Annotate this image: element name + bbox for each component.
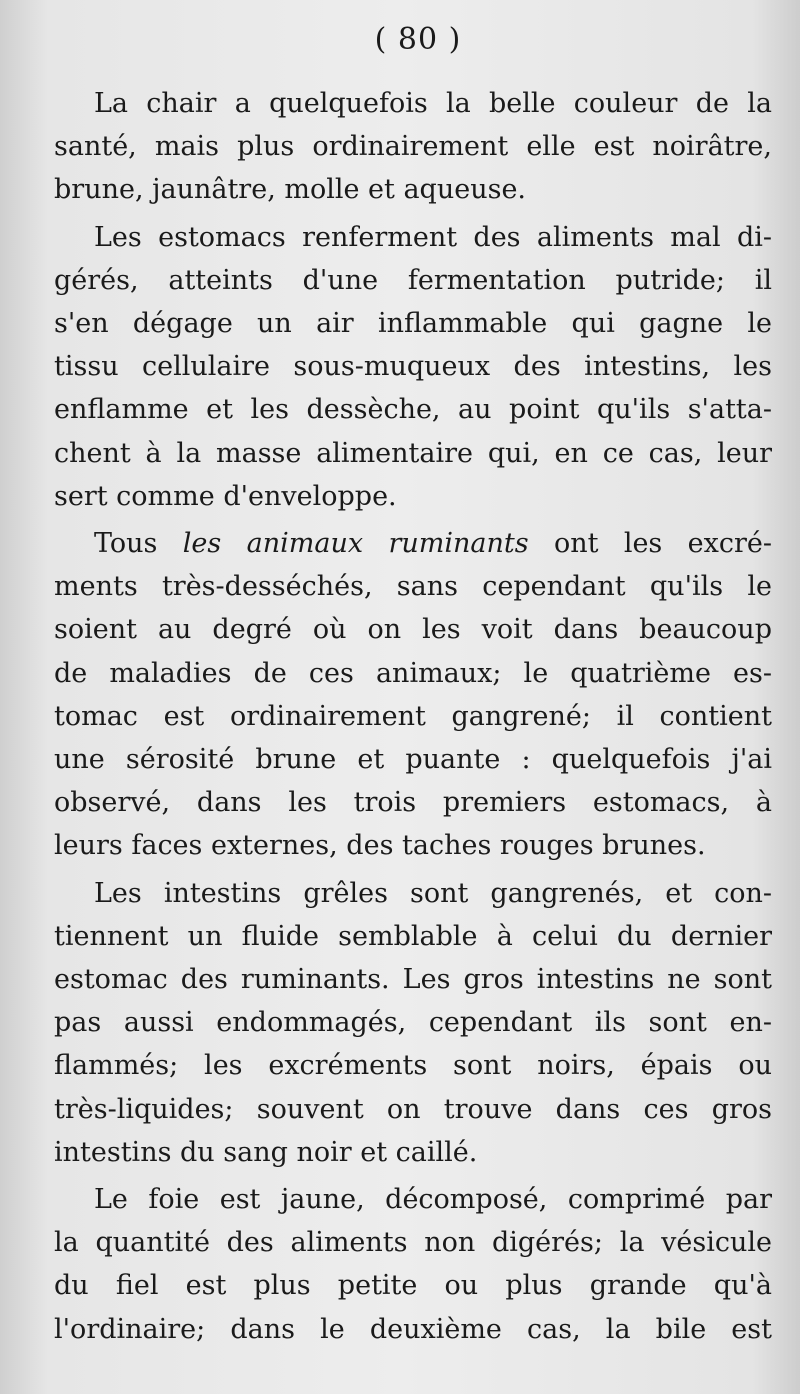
text-line: brune, jaunâtre, molle et aqueuse.	[54, 174, 527, 206]
text-line: de maladies de ces animaux; le quatrième es-	[54, 657, 772, 689]
text-line: tomac est ordinairement gangrené; il contient	[54, 700, 772, 732]
text-line: du fiel est plus petite ou plus grande qu'à	[54, 1270, 772, 1302]
text-line: la quantité des aliments non digérés; la vésicule	[54, 1227, 772, 1259]
page-number: ( 80 )	[374, 22, 462, 57]
text-line: l'ordinaire; dans le deuxième cas, la bile est	[54, 1313, 772, 1345]
text-line: flammés; les excréments sont noirs, épais ou	[54, 1050, 772, 1082]
text-line: s'en dégage un air inflammable qui gagne le	[54, 308, 772, 340]
italic-phrase: les animaux ruminants	[182, 528, 529, 560]
body-text	[54, 82, 772, 1351]
paragraph-1	[54, 82, 772, 212]
text-segment: Tous	[94, 528, 183, 560]
text-line: gérés, atteints d'une fermentation putride; il	[54, 264, 772, 296]
paragraph-2	[54, 216, 772, 518]
text-line: pas aussi endommagés, cependant ils sont en-	[54, 1007, 772, 1039]
text-line: ments très-desséchés, sans cependant qu'ils le	[54, 571, 772, 603]
text-line: leurs faces externes, des taches rouges brunes.	[54, 830, 706, 862]
text-line: très-liquides; souvent on trouve dans ces gros	[54, 1093, 772, 1125]
text-line: estomac des ruminants. Les gros intestins ne sont	[54, 964, 772, 996]
paragraph-4	[54, 872, 772, 1174]
text-line: santé, mais plus ordinairement elle est noirâtre,	[54, 131, 772, 163]
text-line	[54, 522, 772, 565]
text-line: intestins du sang noir et caillé.	[54, 1136, 478, 1168]
text-segment: ont les excré-	[528, 528, 772, 560]
text-line: une sérosité brune et puante : quelquefois j'ai	[54, 744, 772, 776]
text-line: chent à la masse alimentaire qui, en ce cas, leur	[54, 437, 772, 469]
text-line: tiennent un fluide semblable à celui du dernier	[54, 920, 772, 952]
paragraph-5	[54, 1178, 772, 1351]
text-line: La chair a quelquefois la belle couleur de la	[94, 88, 772, 119]
text-line: tissu cellulaire sous-muqueux des intestins, les	[54, 351, 772, 383]
text-line: sert comme d'enveloppe.	[54, 480, 397, 512]
paragraph-3	[54, 522, 772, 868]
text-line: observé, dans les trois premiers estomacs, à	[54, 787, 772, 819]
text-line: Les estomacs renferment des aliments mal di-	[94, 221, 772, 253]
text-line: Le foie est jaune, décomposé, comprimé par	[94, 1184, 772, 1216]
text-line: enflamme et les dessèche, au point qu'ils s'atta-	[54, 394, 772, 426]
text-line: Les intestins grêles sont gangrenés, et con-	[94, 877, 772, 909]
text-line: soient au degré où on les voit dans beaucoup	[54, 614, 772, 646]
